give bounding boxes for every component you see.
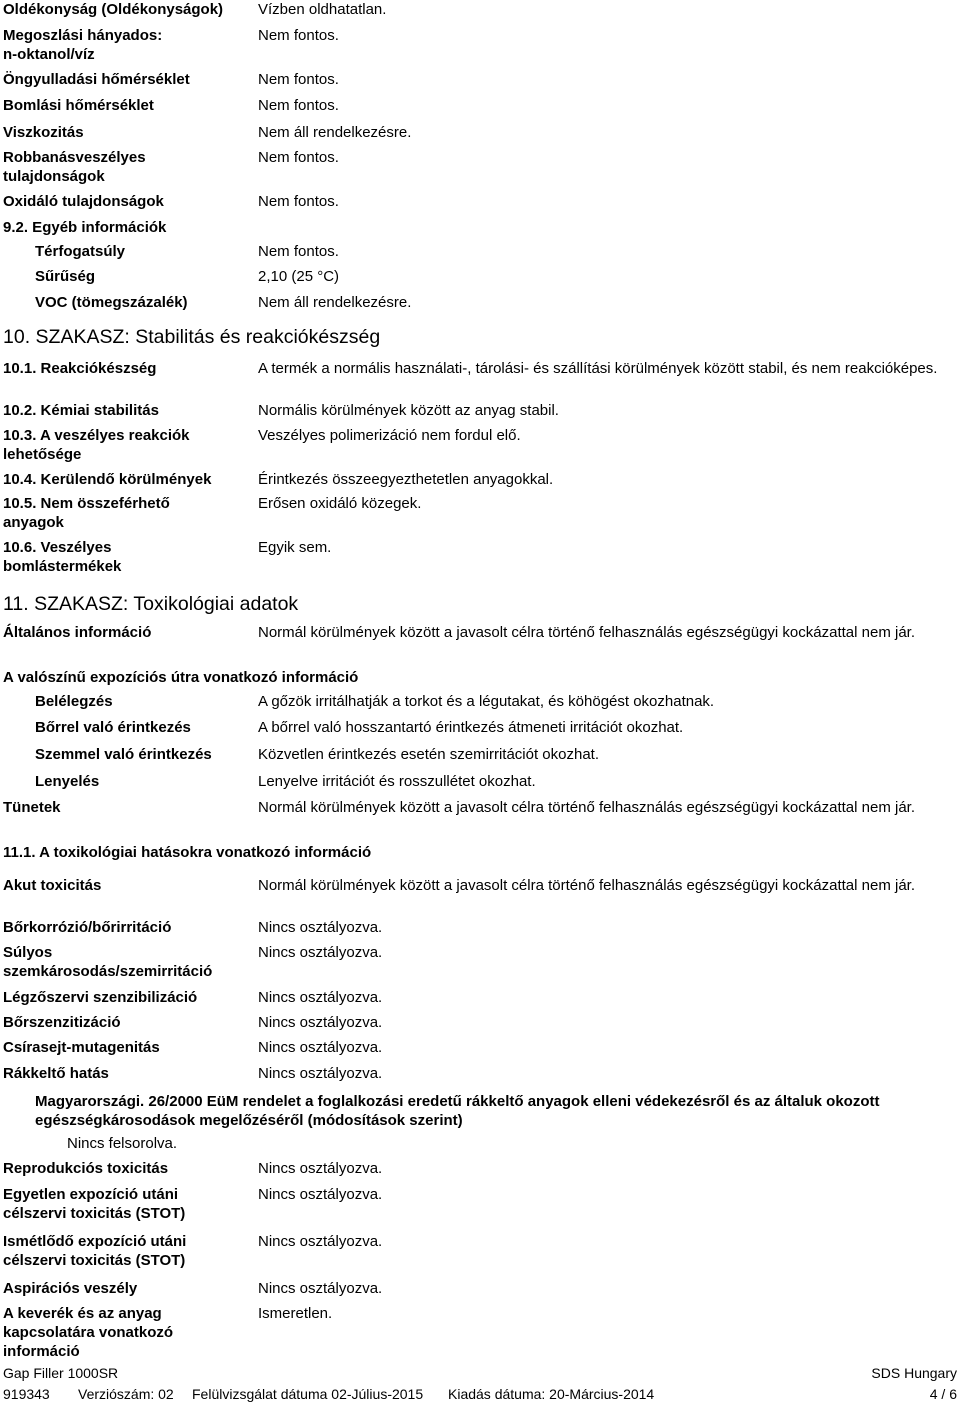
property-label-oxidizing: Oxidáló tulajdonságok	[3, 193, 164, 210]
section-9-2-heading: 9.2. Egyéb információk	[3, 219, 167, 236]
property-value-explosive: Nem fontos.	[258, 149, 339, 166]
decomposition-products-label: 10.6. Veszélyes	[3, 539, 112, 556]
stot-single-label: Egyetlen expozíció utáni	[3, 1186, 179, 1203]
ingestion-label: Lenyelés	[35, 773, 100, 790]
property-label-viscosity: Viszkozitás	[3, 124, 84, 141]
bulk-density-label: Térfogatsúly	[35, 243, 126, 260]
acute-toxicity-label: Akut toxicitás	[3, 877, 102, 894]
conditions-avoid-value: Érintkezés összeegyezthetetlen anyagokkal.	[258, 471, 554, 488]
property-label-explosive-line2: tulajdonságok	[3, 168, 105, 185]
incompatible-materials-label-line2: anyagok	[3, 514, 64, 531]
footer-document-number: 919343	[3, 1386, 50, 1402]
incompatible-materials-label: 10.5. Nem összeférhető	[3, 495, 170, 512]
reactivity-label: 10.1. Reakciókészség	[3, 360, 157, 377]
bulk-density-value: Nem fontos.	[258, 243, 339, 260]
density-value: 2,10 (25 °C)	[258, 268, 340, 285]
eye-contact-label: Szemmel való érintkezés	[35, 746, 212, 763]
toxicological-effects-heading: 11.1. A toxikológiai hatásokra vonatkozó információ	[3, 844, 372, 861]
footer-version: Verziószám: 02	[78, 1386, 174, 1402]
respiratory-sensitization-label: Légzőszervi szenzibilizáció	[3, 989, 198, 1006]
hungary-regulation-note: Magyarországi. 26/2000 EüM rendelet a foglalkozási eredetű rákkeltő anyagok elleni védekezésről és az általuk okozott egészségkárosodások megelőzéséről (módosítások szerint)	[35, 1093, 880, 1129]
acute-toxicity-value: Normál körülmények között a javasolt célra történő felhasználás egészségügyi kockázattal nem jár.	[258, 877, 915, 894]
reproductive-toxicity-label: Reprodukciós toxicitás	[3, 1160, 169, 1177]
footer-page-number: 4 / 6	[929, 1386, 957, 1402]
general-info-label: Általános információ	[3, 624, 152, 641]
mixture-info-value: Ismeretlen.	[258, 1305, 333, 1322]
stot-repeated-label-line2: célszervi toxicitás (STOT)	[3, 1252, 186, 1269]
property-value-autoignition: Nem fontos.	[258, 71, 339, 88]
footer-issue-date: Kiadás dátuma: 20-Március-2014	[448, 1386, 655, 1402]
not-listed-text: Nincs felsorolva.	[67, 1135, 178, 1152]
aspiration-hazard-value: Nincs osztályozva.	[258, 1280, 383, 1297]
stot-repeated-label: Ismétlődő expozíció utáni	[3, 1233, 187, 1250]
voc-value: Nem áll rendelkezésre.	[258, 294, 412, 311]
stot-repeated-value: Nincs osztályozva.	[258, 1233, 383, 1250]
hazardous-reactions-label-line2: lehetősége	[3, 446, 82, 463]
inhalation-label: Belélegzés	[35, 693, 113, 710]
inhalation-value: A gőzök irritálhatják a torkot és a légutakat, és köhögést okozhatnak.	[258, 693, 715, 710]
symptoms-label: Tünetek	[3, 799, 61, 816]
reactivity-value: A termék a normális használati-, tárolási- és szállítási körülmények között stabil, és nem reakcióképes.	[258, 360, 938, 377]
eye-contact-value: Közvetlen érintkezés esetén szemirritációt okozhat.	[258, 746, 599, 763]
property-value-decomposition: Nem fontos.	[258, 97, 339, 114]
property-label-solubility: Oldékonyság (Oldékonyságok)	[3, 1, 224, 18]
voc-label: VOC (tömegszázalék)	[35, 294, 188, 311]
mixture-info-label-line2: kapcsolatára vonatkozó	[3, 1324, 174, 1341]
property-label-autoignition: Öngyulladási hőmérséklet	[3, 71, 190, 88]
property-value-partition: Nem fontos.	[258, 27, 339, 44]
eye-damage-label-line2: szemkárosodás/szemirritáció	[3, 963, 213, 980]
carcinogenicity-label: Rákkeltő hatás	[3, 1065, 109, 1082]
property-label-decomposition: Bomlási hőmérséklet	[3, 97, 154, 114]
mixture-info-label-line3: információ	[3, 1343, 80, 1360]
exposure-routes-heading: A valószínű expozíciós útra vonatkozó információ	[3, 669, 359, 686]
property-label-partition-line2: n-oktanol/víz	[3, 46, 95, 63]
carcinogenicity-value: Nincs osztályozva.	[258, 1065, 383, 1082]
general-info-value: Normál körülmények között a javasolt célra történő felhasználás egészségügyi kockázattal nem jár.	[258, 624, 915, 641]
ingestion-value: Lenyelve irritációt és rosszullétet okozhat.	[258, 773, 536, 790]
density-label: Sűrűség	[35, 268, 96, 285]
skin-corrosion-value: Nincs osztályozva.	[258, 919, 383, 936]
mutagenicity-label: Csírasejt-mutagenitás	[3, 1039, 160, 1056]
chemical-stability-value: Normális körülmények között az anyag stabil.	[258, 402, 559, 419]
incompatible-materials-value: Erősen oxidáló közegek.	[258, 495, 422, 512]
property-label-explosive: Robbanásveszélyes	[3, 149, 146, 166]
chemical-stability-label: 10.2. Kémiai stabilitás	[3, 402, 159, 419]
respiratory-sensitization-value: Nincs osztályozva.	[258, 989, 383, 1006]
skin-corrosion-label: Bőrkorrózió/bőrirritáció	[3, 919, 172, 936]
hazardous-reactions-label: 10.3. A veszélyes reakciók	[3, 427, 190, 444]
aspiration-hazard-label: Aspirációs veszély	[3, 1280, 138, 1297]
mixture-info-label: A keverék és az anyag	[3, 1305, 162, 1322]
footer-product-name: Gap Filler 1000SR	[3, 1365, 119, 1381]
property-value-oxidizing: Nem fontos.	[258, 193, 339, 210]
symptoms-value: Normál körülmények között a javasolt célra történő felhasználás egészségügyi kockázattal nem jár.	[258, 799, 915, 816]
skin-contact-label: Bőrrel való érintkezés	[35, 719, 191, 736]
skin-sensitization-label: Bőrszenzitizáció	[3, 1014, 121, 1031]
property-value-solubility: Vízben oldhatatlan.	[258, 1, 387, 18]
reproductive-toxicity-value: Nincs osztályozva.	[258, 1160, 383, 1177]
stot-single-value: Nincs osztályozva.	[258, 1186, 383, 1203]
skin-sensitization-value: Nincs osztályozva.	[258, 1014, 383, 1031]
mutagenicity-value: Nincs osztályozva.	[258, 1039, 383, 1056]
conditions-avoid-label: 10.4. Kerülendő körülmények	[3, 471, 212, 488]
footer-region: SDS Hungary	[871, 1365, 957, 1381]
decomposition-products-label-line2: bomlástermékek	[3, 558, 122, 575]
hazardous-reactions-value: Veszélyes polimerizáció nem fordul elő.	[258, 427, 521, 444]
skin-contact-value: A bőrrel való hosszantartó érintkezés átmeneti irritációt okozhat.	[258, 719, 684, 736]
eye-damage-value: Nincs osztályozva.	[258, 944, 383, 961]
property-label-partition: Megoszlási hányados:	[3, 27, 163, 44]
section-11-heading: 11. SZAKASZ: Toxikológiai adatok	[3, 593, 299, 615]
decomposition-products-value: Egyik sem.	[258, 539, 332, 556]
section-10-heading: 10. SZAKASZ: Stabilitás és reakciókészség	[3, 326, 381, 348]
footer-revision-date: Felülvizsgálat dátuma 02-Július-2015	[192, 1386, 424, 1402]
eye-damage-label: Súlyos	[3, 944, 53, 961]
property-value-viscosity: Nem áll rendelkezésre.	[258, 124, 412, 141]
stot-single-label-line2: célszervi toxicitás (STOT)	[3, 1205, 186, 1222]
